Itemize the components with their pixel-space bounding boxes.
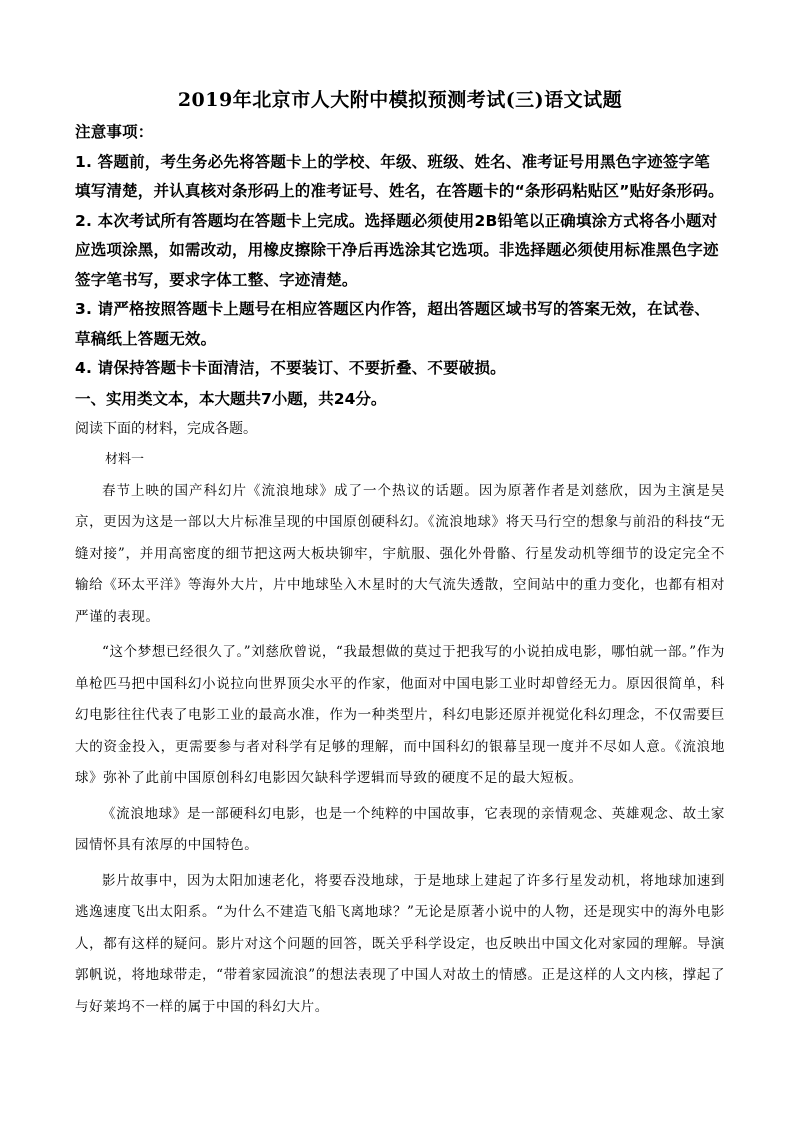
material-label: 材料一 [105, 451, 145, 467]
notice-item-3: 3. 请严格按照答题卡上题号在相应答题区内作答，超出答题区域书写的答案无效，在试卷、草稿纸上答题无效。 [75, 300, 710, 348]
material-text [75, 476, 725, 1024]
notice-item-4: 4. 请保持答题卡卡面清洁，不要装订、不要折叠、不要破损。 [75, 359, 506, 377]
material-paragraph-4: 影片故事中，因为太阳加速老化，将要吞没地球，于是地球上建起了许多行星发动机，将地球加速到逃逸速度飞出太阳系。“为什么不建造飞船飞离地球？”无论是原著小说中的人物，还是现实中的海外电影人，都有这样的疑问。影片对这个问题的回答，既关乎科学设定，也反映出中国文化对家园的理解。导演郭帆说，将地球带走，“带着家园流浪”的想法表现了中国人对故土的情感。正是这样的人文内核，撑起了与好莱坞不一样的属于中国的科幻大片。 [75, 872, 725, 1015]
exam-page [75, 82, 725, 1027]
section-instruction: 阅读下面的材料，完成各题。 [75, 420, 257, 437]
material-paragraph-2: “这个梦想已经很久了。”刘慈欣曾说，“我最想做的莫过于把我写的小说拍成电影，哪怕就一部。”作为单枪匹马把中国科幻小说拉向世界顶尖水平的作家，他面对中国电影工业时却曾经无力。原因很简单，科幻电影往往代表了电影工业的最高水准，作为一种类型片，科幻电影还原并视觉化科幻理念，不仅需要巨大的资金投入，更需要参与者对科学有足够的理解，而中国科幻的银幕呈现一度并不尽如人意。《流浪地球》弥补了此前中国原创科幻电影因欠缺科学逻辑而导致的硬度不足的最大短板。 [75, 644, 725, 786]
exam-title: 2019年北京市人大附中模拟预测考试(三)语文试题 [177, 89, 623, 111]
material-paragraph-3: 《流浪地球》是一部硬科幻电影，也是一个纯粹的中国故事，它表现的亲情观念、英雄观念、故土家园情怀具有浓厚的中国特色。 [75, 805, 725, 853]
notice-item-2: 2. 本次考试所有答题均在答题卡上完成。选择题必须使用2B铅笔以正确填涂方式将各小题对应选项涂黑，如需改动，用橡皮擦除干净后再选涂其它选项。非选择题必须使用标准黑色字迹签字笔书写，要求字体工整、字迹清楚。 [75, 211, 719, 289]
notice-section [75, 118, 725, 384]
section-heading: 一、实用类文本，本大题共7小题，共24分。 [75, 389, 387, 408]
notice-item-1: 1. 答题前，考生务必先将答题卡上的学校、年级、班级、姓名、准考证号用黑色字迹签字笔填写清楚，并认真核对条形码上的准考证号、姓名，在答题卡的“条形码粘贴区”贴好条形码。 [75, 152, 724, 200]
notice-heading: 注意事项： [75, 123, 154, 141]
material-paragraph-1: 春节上映的国产科幻片《流浪地球》成了一个热议的话题。因为原著作者是刘慈欣，因为主演是吴京，更因为这是一部以大片标准呈现的中国原创硬科幻。《流浪地球》将天马行空的想象与前沿的科技“无缝对接”，并用高密度的细节把这两大板块铆牢，宇航服、强化外骨骼、行星发动机等细节的设定完全不输给《环太平洋》等海外大片，片中地球坠入木星时的大气流失透散，空间站中的重力变化，也都有相对严谨的表现。 [75, 482, 725, 625]
